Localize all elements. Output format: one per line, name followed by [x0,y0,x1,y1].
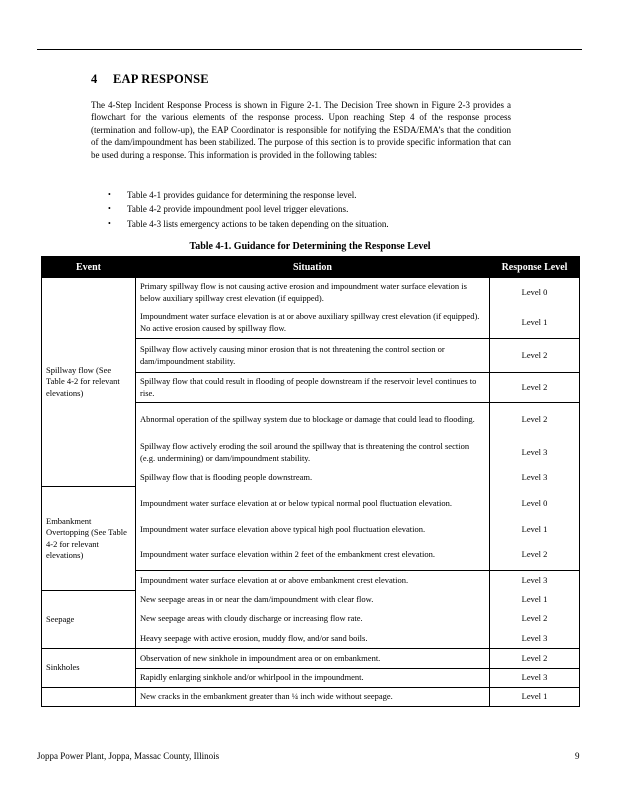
situation-cell: Spillway flow that could result in flooding of people downstream if the reservoir level continues to rise. [136,373,490,403]
table-row [42,591,580,610]
header-response-level: Response Level [490,257,580,278]
table-row [42,649,580,669]
level-cell: Level 2 [490,649,580,669]
situation-cell: Impoundment water surface elevation at or above embankment crest elevation. [136,571,490,591]
bullet-text: Table 4-2 provide impoundment pool level trigger elevations. [127,204,349,215]
situation-cell: Impoundment water surface elevation within 2 feet of the embankment crest elevation. [136,539,490,571]
level-cell: Level 2 [490,539,580,571]
table-header-row [42,257,580,278]
bullet-item [108,188,389,202]
footer-location: Joppa Power Plant, Joppa, Massac County, Illinois [37,751,220,761]
event-seepage: Seepage [42,591,136,649]
level-cell: Level 1 [490,308,580,339]
level-cell: Level 2 [490,403,580,437]
level-cell: Level 1 [490,591,580,610]
level-cell: Level 3 [490,437,580,469]
level-cell: Level 0 [490,278,580,308]
event-embankment-overtopping: Embankment Overtopping (See Table 4-2 for relevant elevations) [42,487,136,591]
table-row [42,688,580,707]
situation-cell: Spillway flow actively eroding the soil around the spillway that is threatening the control section (e.g. undermining) or dam/impoundment stability. [136,437,490,469]
table-caption: Table 4-1. Guidance for Determining the Response Level [189,241,431,252]
situation-cell: Impoundment water surface elevation is at or above auxiliary spillway crest elevation (if equipped). No active erosion caused by spillway flow. [136,308,490,339]
bullet-dot-icon: • [108,204,111,214]
section-heading [91,72,209,87]
situation-cell: New seepage areas with cloudy discharge or increasing flow rate. [136,610,490,629]
level-cell: Level 3 [490,629,580,649]
response-level-table [41,256,580,707]
header-event: Event [42,257,136,278]
situation-cell: Rapidly enlarging sinkhole and/or whirlpool in the impoundment. [136,669,490,688]
event-spillway-flow: Spillway flow (See Table 4-2 for relevant elevations) [42,278,136,487]
level-cell: Level 2 [490,339,580,373]
table-row [42,487,580,521]
bullet-item [108,202,389,216]
page-number: 9 [575,751,580,761]
level-cell: Level 1 [490,521,580,539]
event-sinkholes: Sinkholes [42,649,136,688]
table-row [42,278,580,308]
level-cell: Level 2 [490,373,580,403]
situation-cell: Observation of new sinkhole in impoundment area or on embankment. [136,649,490,669]
header-rule [37,49,582,50]
situation-cell: Spillway flow that is flooding people downstream. [136,469,490,487]
level-cell: Level 3 [490,469,580,487]
level-cell: Level 3 [490,669,580,688]
level-cell: Level 0 [490,487,580,521]
level-cell: Level 1 [490,688,580,707]
situation-cell: New cracks in the embankment greater than ¼ inch wide without seepage. [136,688,490,707]
bullet-text: Table 4-3 lists emergency actions to be taken depending on the situation. [127,218,389,229]
bullet-item [108,217,389,231]
situation-cell: Impoundment water surface elevation above typical high pool fluctuation elevation. [136,521,490,539]
bullet-list [108,188,389,231]
situation-cell: Abnormal operation of the spillway system due to blockage or damage that could lead to flooding. [136,403,490,437]
event-continued [42,688,136,707]
bullet-text: Table 4-1 provides guidance for determining the response level. [127,190,357,200]
header-situation: Situation [136,257,490,278]
level-cell: Level 3 [490,571,580,591]
situation-cell: Impoundment water surface elevation at or below typical normal pool fluctuation elevation. [136,487,490,521]
section-title: EAP RESPONSE [113,72,209,86]
situation-cell: Spillway flow actively causing minor erosion that is not threatening the control section or dam/impoundment stability. [136,339,490,373]
level-cell: Level 2 [490,610,580,629]
section-number: 4 [91,72,98,86]
situation-cell: Primary spillway flow is not causing active erosion and impoundment water surface elevation is below auxiliary spillway crest elevation (if equipped). [136,278,490,308]
intro-paragraph: The 4-Step Incident Response Process is shown in Figure 2-1. The Decision Tree shown in Figure 2-3 provides a flowchart for the various elements of the response process. Upon reaching Step 4 of the response process (termination and follow-up), the EAP Coordinator is responsible for notifying the ESDA/EMA’s that the condition of the dam/impoundment has been stabilized. The purpose of this section is to provide specific information that can be used during a response. This information is provided in the following tables: [91,100,511,160]
bullet-dot-icon: • [108,190,111,199]
situation-cell: New seepage areas in or near the dam/impoundment with clear flow. [136,591,490,610]
bullet-dot-icon: • [108,218,111,228]
situation-cell: Heavy seepage with active erosion, muddy flow, and/or sand boils. [136,629,490,649]
